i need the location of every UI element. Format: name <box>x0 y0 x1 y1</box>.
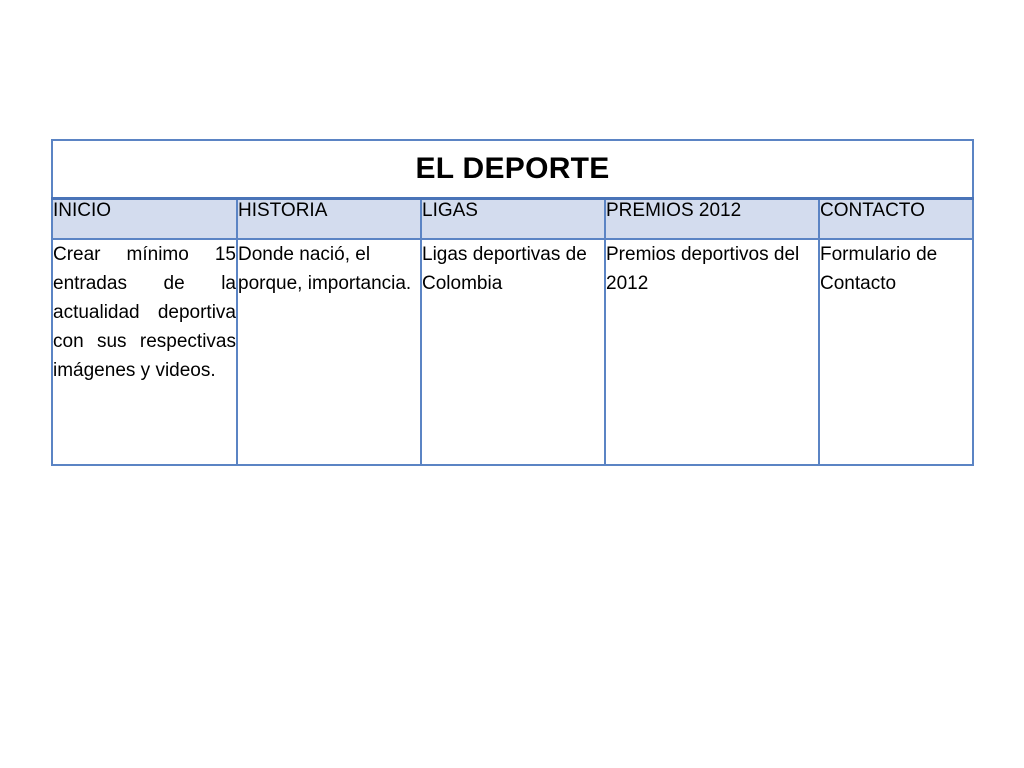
content-table <box>51 139 974 466</box>
header-historia: HISTORIA <box>237 199 421 240</box>
header-contacto: CONTACTO <box>819 199 973 240</box>
header-inicio: INICIO <box>52 199 237 240</box>
header-premios-2012: PREMIOS 2012 <box>605 199 819 240</box>
cell-ligas: Ligas deportivas de Colombia <box>421 239 605 465</box>
cell-contacto: Formulario de Contacto <box>819 239 973 465</box>
cell-historia: Donde nació, el porque, importancia. <box>237 239 421 465</box>
table-title: EL DEPORTE <box>52 140 973 199</box>
cell-premios-2012: Premios deportivos del 2012 <box>605 239 819 465</box>
cell-inicio: Crear mínimo 15 entradas de la actualidad deportiva con sus respectivas imágenes y videos. <box>52 239 237 465</box>
header-ligas: LIGAS <box>421 199 605 240</box>
